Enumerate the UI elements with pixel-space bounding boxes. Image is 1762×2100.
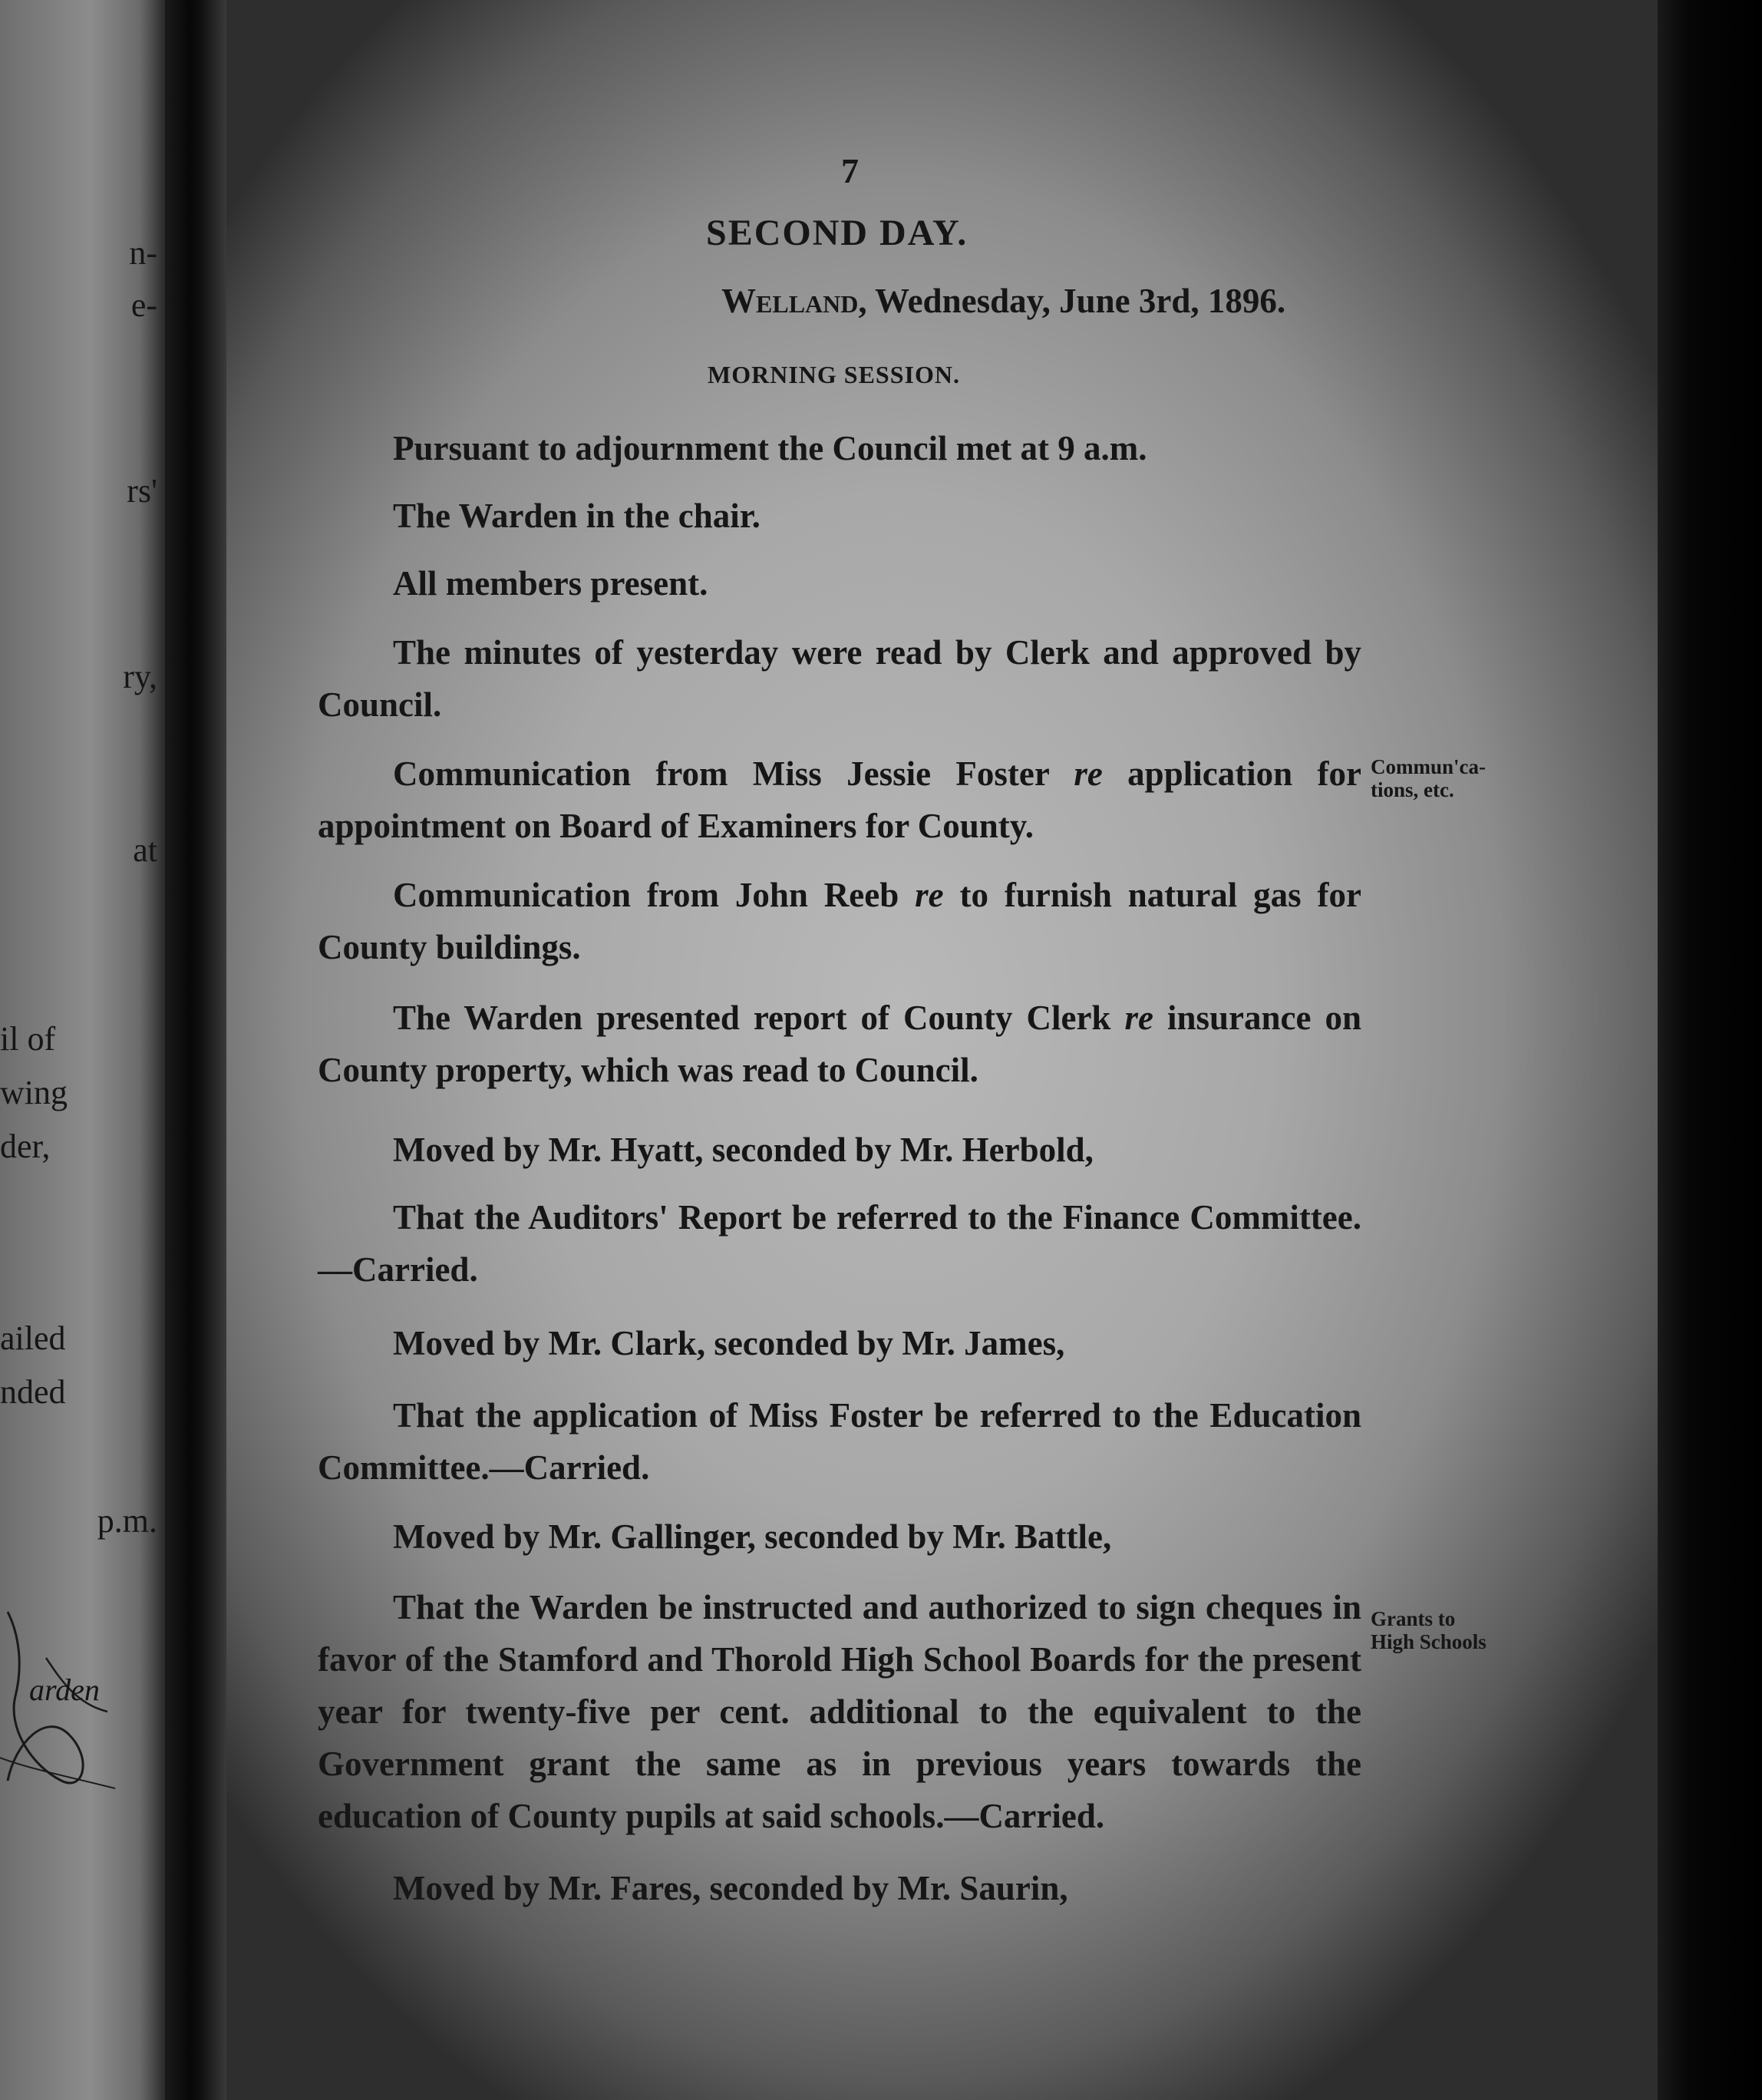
page-heading: SECOND DAY.	[706, 213, 968, 253]
margin-note-line: High Schools	[1371, 1630, 1486, 1653]
left-fragment: ailed	[0, 1319, 66, 1357]
paragraph: That the application of Miss Foster be referred to the Education Committee.—Carried.	[318, 1396, 1361, 1487]
paragraph-communication-foster	[318, 748, 1361, 852]
left-fragment: nded	[0, 1373, 66, 1411]
left-fragment: p.m.	[97, 1502, 157, 1540]
paragraph-motion: Moved by Mr. Clark, seconded by Mr. James,	[393, 1324, 1065, 1362]
margin-note-line: Commun'ca-	[1371, 755, 1486, 778]
paragraph-insurance-report	[318, 992, 1361, 1096]
date-place: Welland,	[721, 282, 867, 320]
margin-note-line: Grants to	[1371, 1607, 1456, 1630]
left-fragment: il of	[0, 1020, 56, 1058]
margin-note-communications	[1371, 755, 1486, 801]
text-run: application for appointment on Board of Examiners for County.	[318, 754, 1361, 845]
re-abbrev: re	[1124, 999, 1153, 1037]
paragraph-motion: Moved by Mr. Hyatt, seconded by Mr. Herbold,	[393, 1131, 1094, 1169]
paragraph: That the Auditors' Report be referred to the Finance Committee.—Carried.	[318, 1198, 1361, 1289]
book-gutter	[165, 0, 226, 2100]
left-fragment: n-	[129, 234, 157, 272]
text-run: The Warden presented report of County Clerk	[393, 999, 1125, 1037]
text-run: to furnish natural gas for County buildings.	[318, 876, 1361, 966]
left-fragment: ry,	[123, 658, 157, 695]
paragraph-communication-reeb	[318, 869, 1361, 973]
paragraph: The minutes of yesterday were read by Clerk and approved by Council.	[318, 633, 1361, 724]
margin-note-line: tions, etc.	[1371, 778, 1454, 801]
paragraph-motion: Moved by Mr. Gallinger, seconded by Mr. Battle,	[393, 1517, 1112, 1556]
session-title: MORNING SESSION.	[708, 361, 960, 388]
paragraph: All members present.	[393, 564, 708, 603]
re-abbrev: re	[915, 876, 944, 914]
left-fragment: rs'	[127, 472, 157, 510]
paragraph-motion: Moved by Mr. Fares, seconded by Mr. Saurin,	[393, 1869, 1068, 1907]
left-fragment: wing	[0, 1074, 68, 1111]
left-fragment: at	[133, 831, 157, 869]
date-line	[721, 281, 1285, 321]
left-page-fragment	[0, 0, 165, 2100]
page-number: 7	[841, 151, 859, 190]
re-abbrev: re	[1074, 754, 1103, 793]
paragraph: That the Warden be instructed and authorized to sign cheques in favor of the Stamford and Thorold High School Boards for the present year for twenty-five per cent. additional to the equivalent to the Government grant the same as in previous years towards the education of County pupils at said schools.—Carried.	[318, 1588, 1361, 1835]
left-fragment: e-	[130, 286, 157, 324]
paragraph: The Warden in the chair.	[393, 497, 761, 535]
paragraph: Pursuant to adjournment the Council met at 9 a.m.	[393, 429, 1147, 467]
left-fragment: der,	[0, 1128, 51, 1165]
margin-note-grants	[1371, 1607, 1486, 1653]
text-run: Communication from John Reeb	[393, 876, 916, 914]
date-text: Wednesday, June 3rd, 1896.	[875, 282, 1286, 320]
text-run: Communication from Miss Jessie Foster	[393, 754, 1074, 793]
right-dark-edge	[1658, 0, 1762, 2100]
signature-word: arden	[29, 1672, 100, 1707]
text-run: insurance on County property, which was read to Council.	[318, 999, 1361, 1089]
